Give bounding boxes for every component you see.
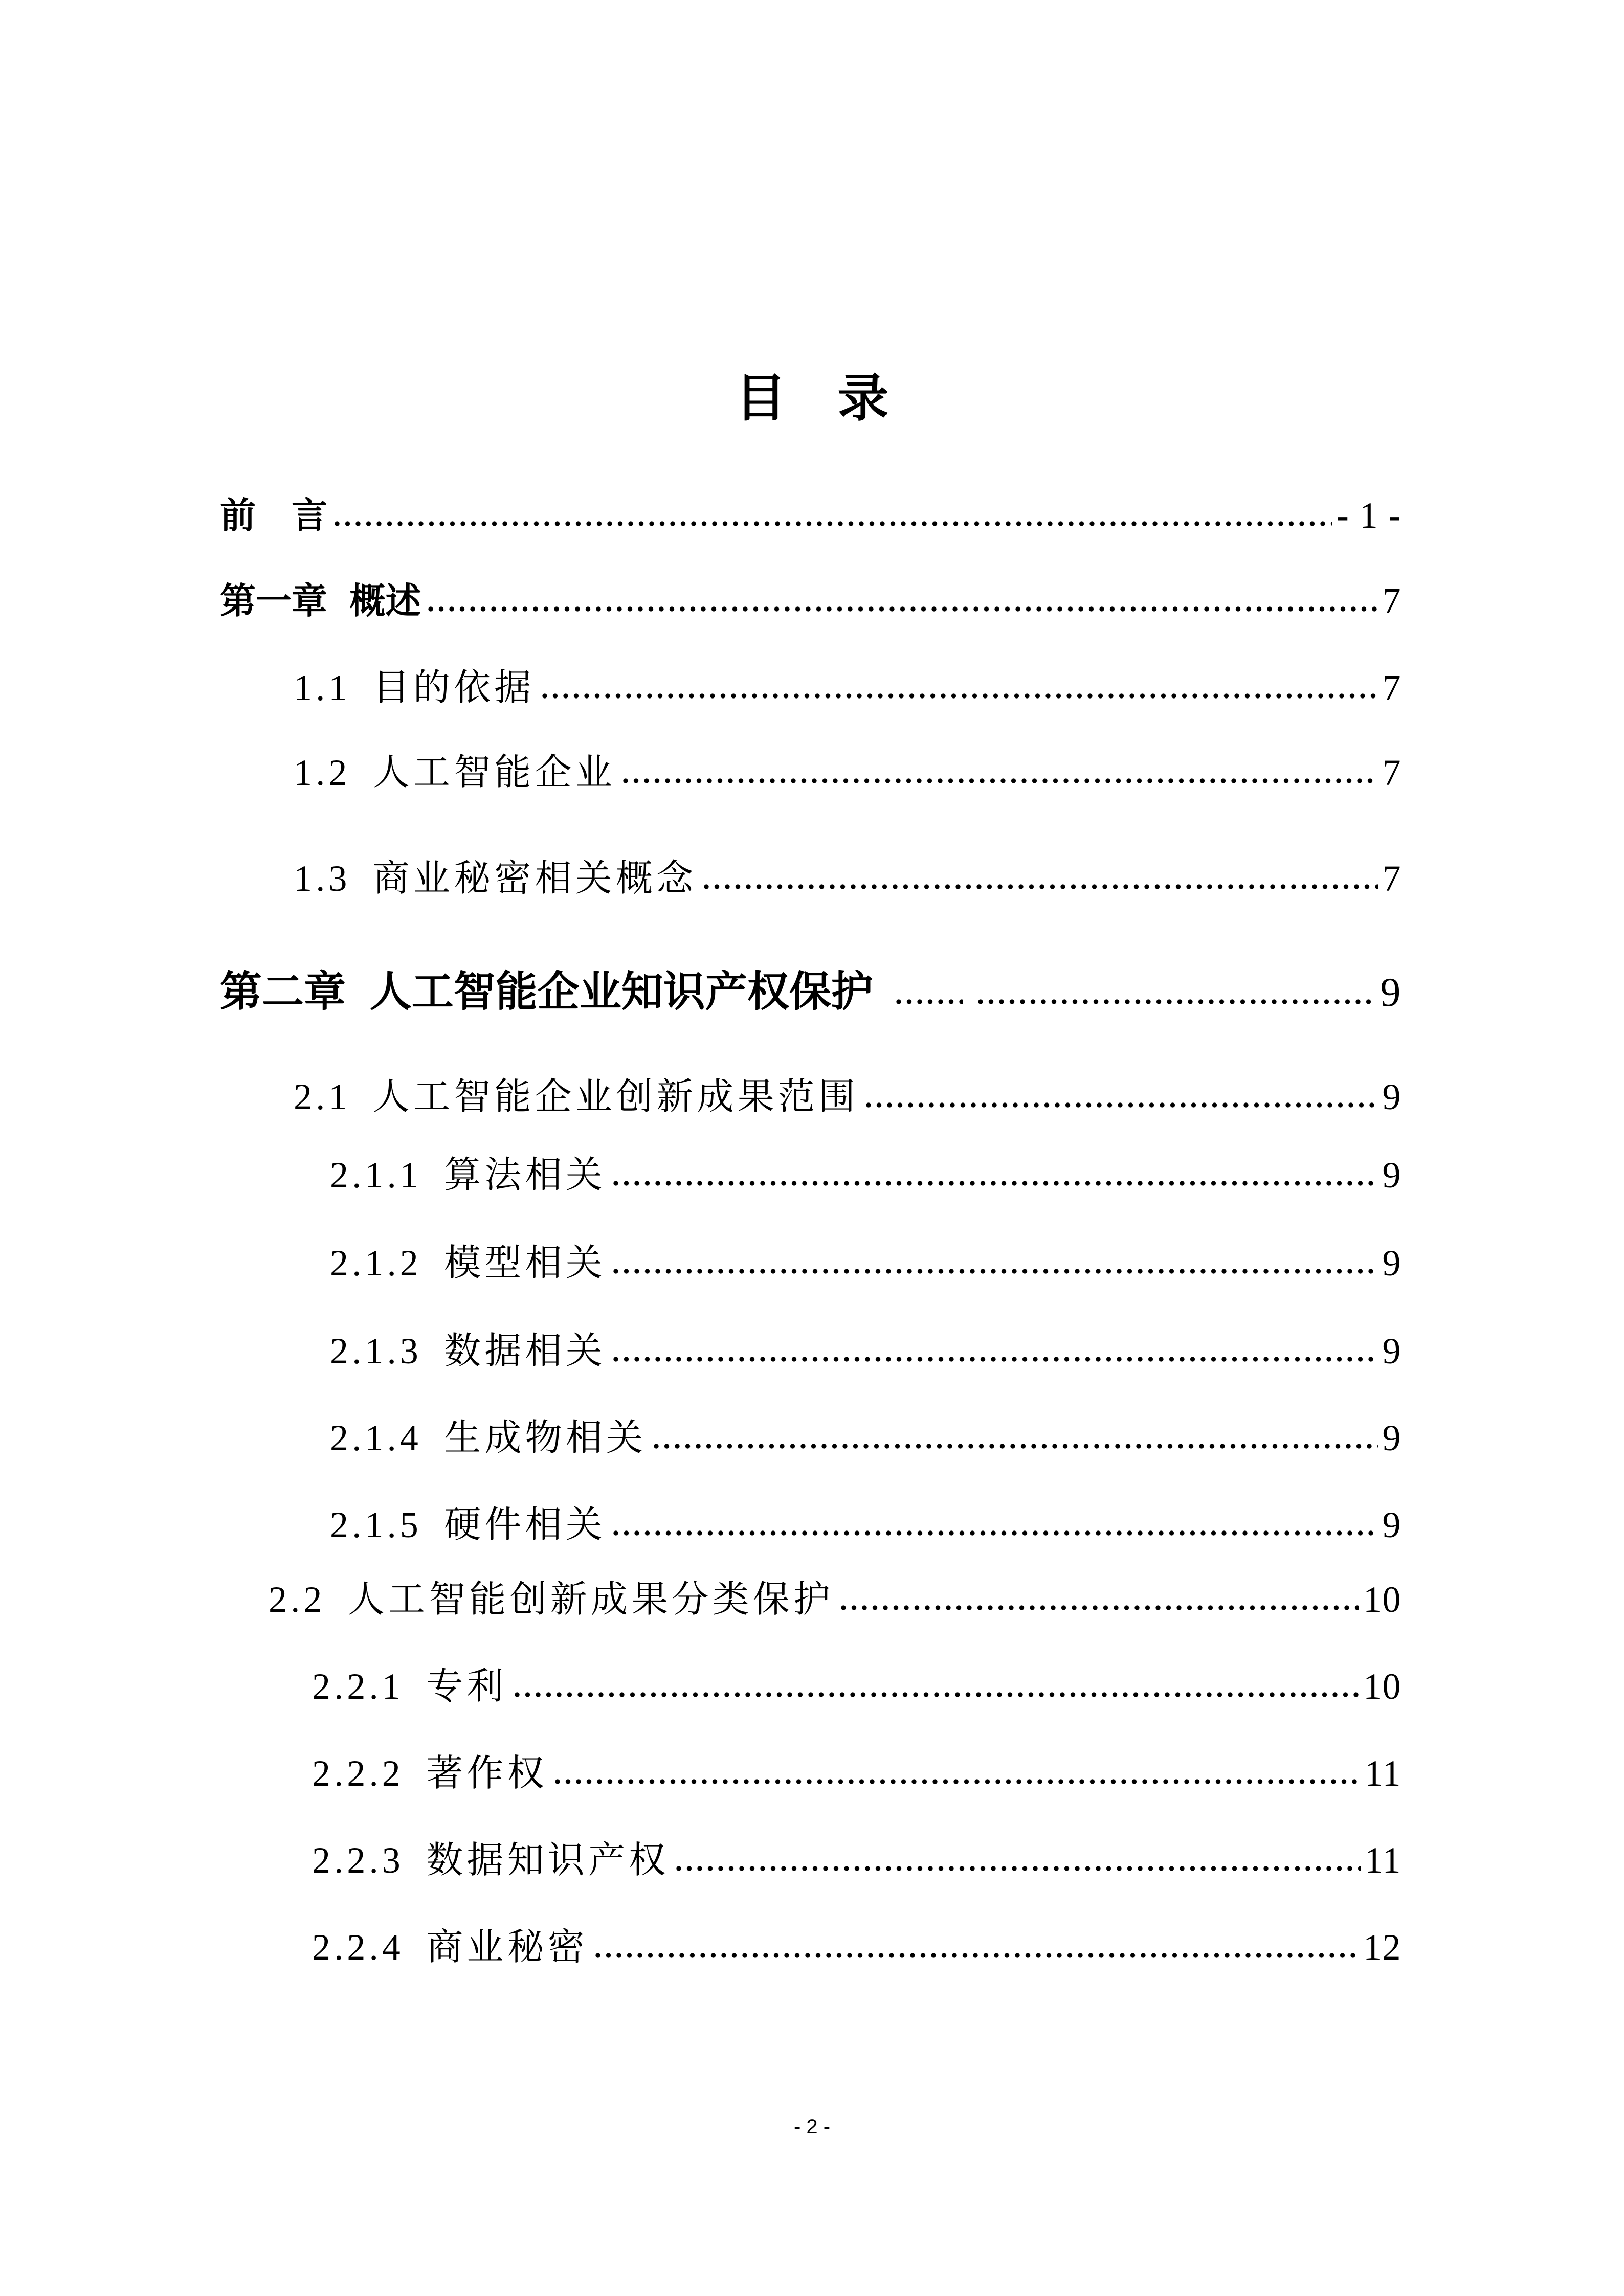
toc-entry-label: 2.2.4 商业秘密	[312, 1927, 589, 1968]
page-number: 11	[1364, 1753, 1401, 1794]
toc-entry-label: 2.2 人工智能创新成果分类保护	[269, 1579, 834, 1620]
toc-entry-2-1-2[interactable]	[220, 1243, 1401, 1284]
page-number: 7	[1382, 667, 1401, 708]
toc-entry-2-1-4[interactable]	[220, 1417, 1401, 1458]
dot-leader	[555, 1778, 1361, 1786]
toc-entry-label: 2.1.2 模型相关	[330, 1243, 607, 1284]
toc-entry-chapter-1[interactable]	[220, 582, 1401, 619]
dot-leader	[515, 1691, 1360, 1699]
toc-entry-2-2[interactable]	[220, 1581, 1401, 1618]
toc-entry-1-2[interactable]	[220, 754, 1401, 791]
dot-leader	[623, 777, 1378, 785]
dot-leader	[335, 520, 1332, 528]
dot-leader	[613, 1180, 1378, 1187]
dot-leader	[866, 1101, 1378, 1109]
dot-leader	[595, 1952, 1359, 1960]
page-number: 9	[1382, 1331, 1401, 1371]
dot-leader	[654, 1443, 1378, 1450]
page-number: 9	[1382, 1243, 1401, 1284]
toc-entry-label: 2.1 人工智能企业创新成果范围	[294, 1076, 859, 1117]
toc-entry-2-1-5[interactable]	[220, 1506, 1401, 1543]
toc-entry-label: 2.2.1 专利	[312, 1666, 507, 1707]
page-number: 9	[1382, 1155, 1401, 1196]
toc-entry-2-2-4[interactable]	[220, 1929, 1401, 1966]
dot-leader	[542, 692, 1378, 700]
page-number: 7	[1382, 580, 1401, 621]
toc-entry-preface[interactable]	[220, 497, 1401, 534]
dot-leader	[613, 1356, 1378, 1363]
toc-title: 目 录	[735, 370, 889, 427]
dot-leader-gap	[963, 998, 978, 1006]
toc-entry-label: 第二章 人工智能企业知识产权保护	[220, 969, 873, 1015]
toc-entry-label: 2.2.3 数据知识产权	[312, 1840, 670, 1881]
page-number: 7	[1382, 858, 1401, 899]
page-number: 9	[1380, 970, 1401, 1015]
dot-leader	[428, 605, 1378, 613]
toc-entry-label: 2.1.4 生成物相关	[330, 1417, 647, 1458]
toc-entry-2-1-3[interactable]	[220, 1333, 1401, 1369]
page-number: 12	[1363, 1927, 1401, 1968]
page-number: 9	[1382, 1504, 1401, 1545]
page-number: 9	[1382, 1076, 1401, 1117]
toc-entry-label: 2.2.2 著作权	[312, 1753, 548, 1794]
toc-entry-chapter-2[interactable]	[220, 971, 1401, 1013]
dot-leader	[613, 1529, 1378, 1537]
toc-entry-label: 第一章 概述	[220, 581, 421, 621]
toc-entry-label: 前 言	[220, 496, 327, 535]
toc-entry-2-1-1[interactable]	[220, 1157, 1401, 1194]
page-number-footer: - 2 -	[793, 2115, 831, 2138]
toc-entry-label: 2.1.5 硬件相关	[330, 1504, 607, 1545]
toc-entry-2-2-2[interactable]	[220, 1755, 1401, 1792]
toc-entry-label: 2.1.1 算法相关	[330, 1155, 607, 1196]
toc-entry-2-2-1[interactable]	[220, 1668, 1401, 1705]
toc-entry-label: 1.1 目的依据	[294, 667, 535, 708]
page-number: 9	[1382, 1417, 1401, 1458]
toc-entry-label: 1.3 商业秘密相关概念	[294, 858, 697, 899]
toc-entry-label: 2.1.3 数据相关	[330, 1331, 607, 1371]
toc-entry-2-1[interactable]	[220, 1078, 1401, 1115]
dot-leader	[896, 998, 963, 1006]
toc-entry-1-3[interactable]	[220, 860, 1401, 897]
page-number: - 1 -	[1336, 495, 1401, 536]
page-number: 11	[1364, 1840, 1401, 1881]
page-number: 7	[1382, 752, 1401, 793]
toc-entry-1-1[interactable]	[220, 669, 1401, 706]
dot-leader	[704, 883, 1378, 891]
dot-leader	[676, 1865, 1360, 1873]
page-number: 10	[1363, 1579, 1401, 1620]
dot-leader	[978, 998, 1376, 1006]
toc-entry-2-2-3[interactable]	[220, 1842, 1401, 1879]
dot-leader	[613, 1268, 1378, 1275]
toc-entry-label: 1.2 人工智能企业	[294, 752, 616, 793]
dot-leader	[841, 1604, 1359, 1612]
page-number: 10	[1363, 1666, 1401, 1707]
